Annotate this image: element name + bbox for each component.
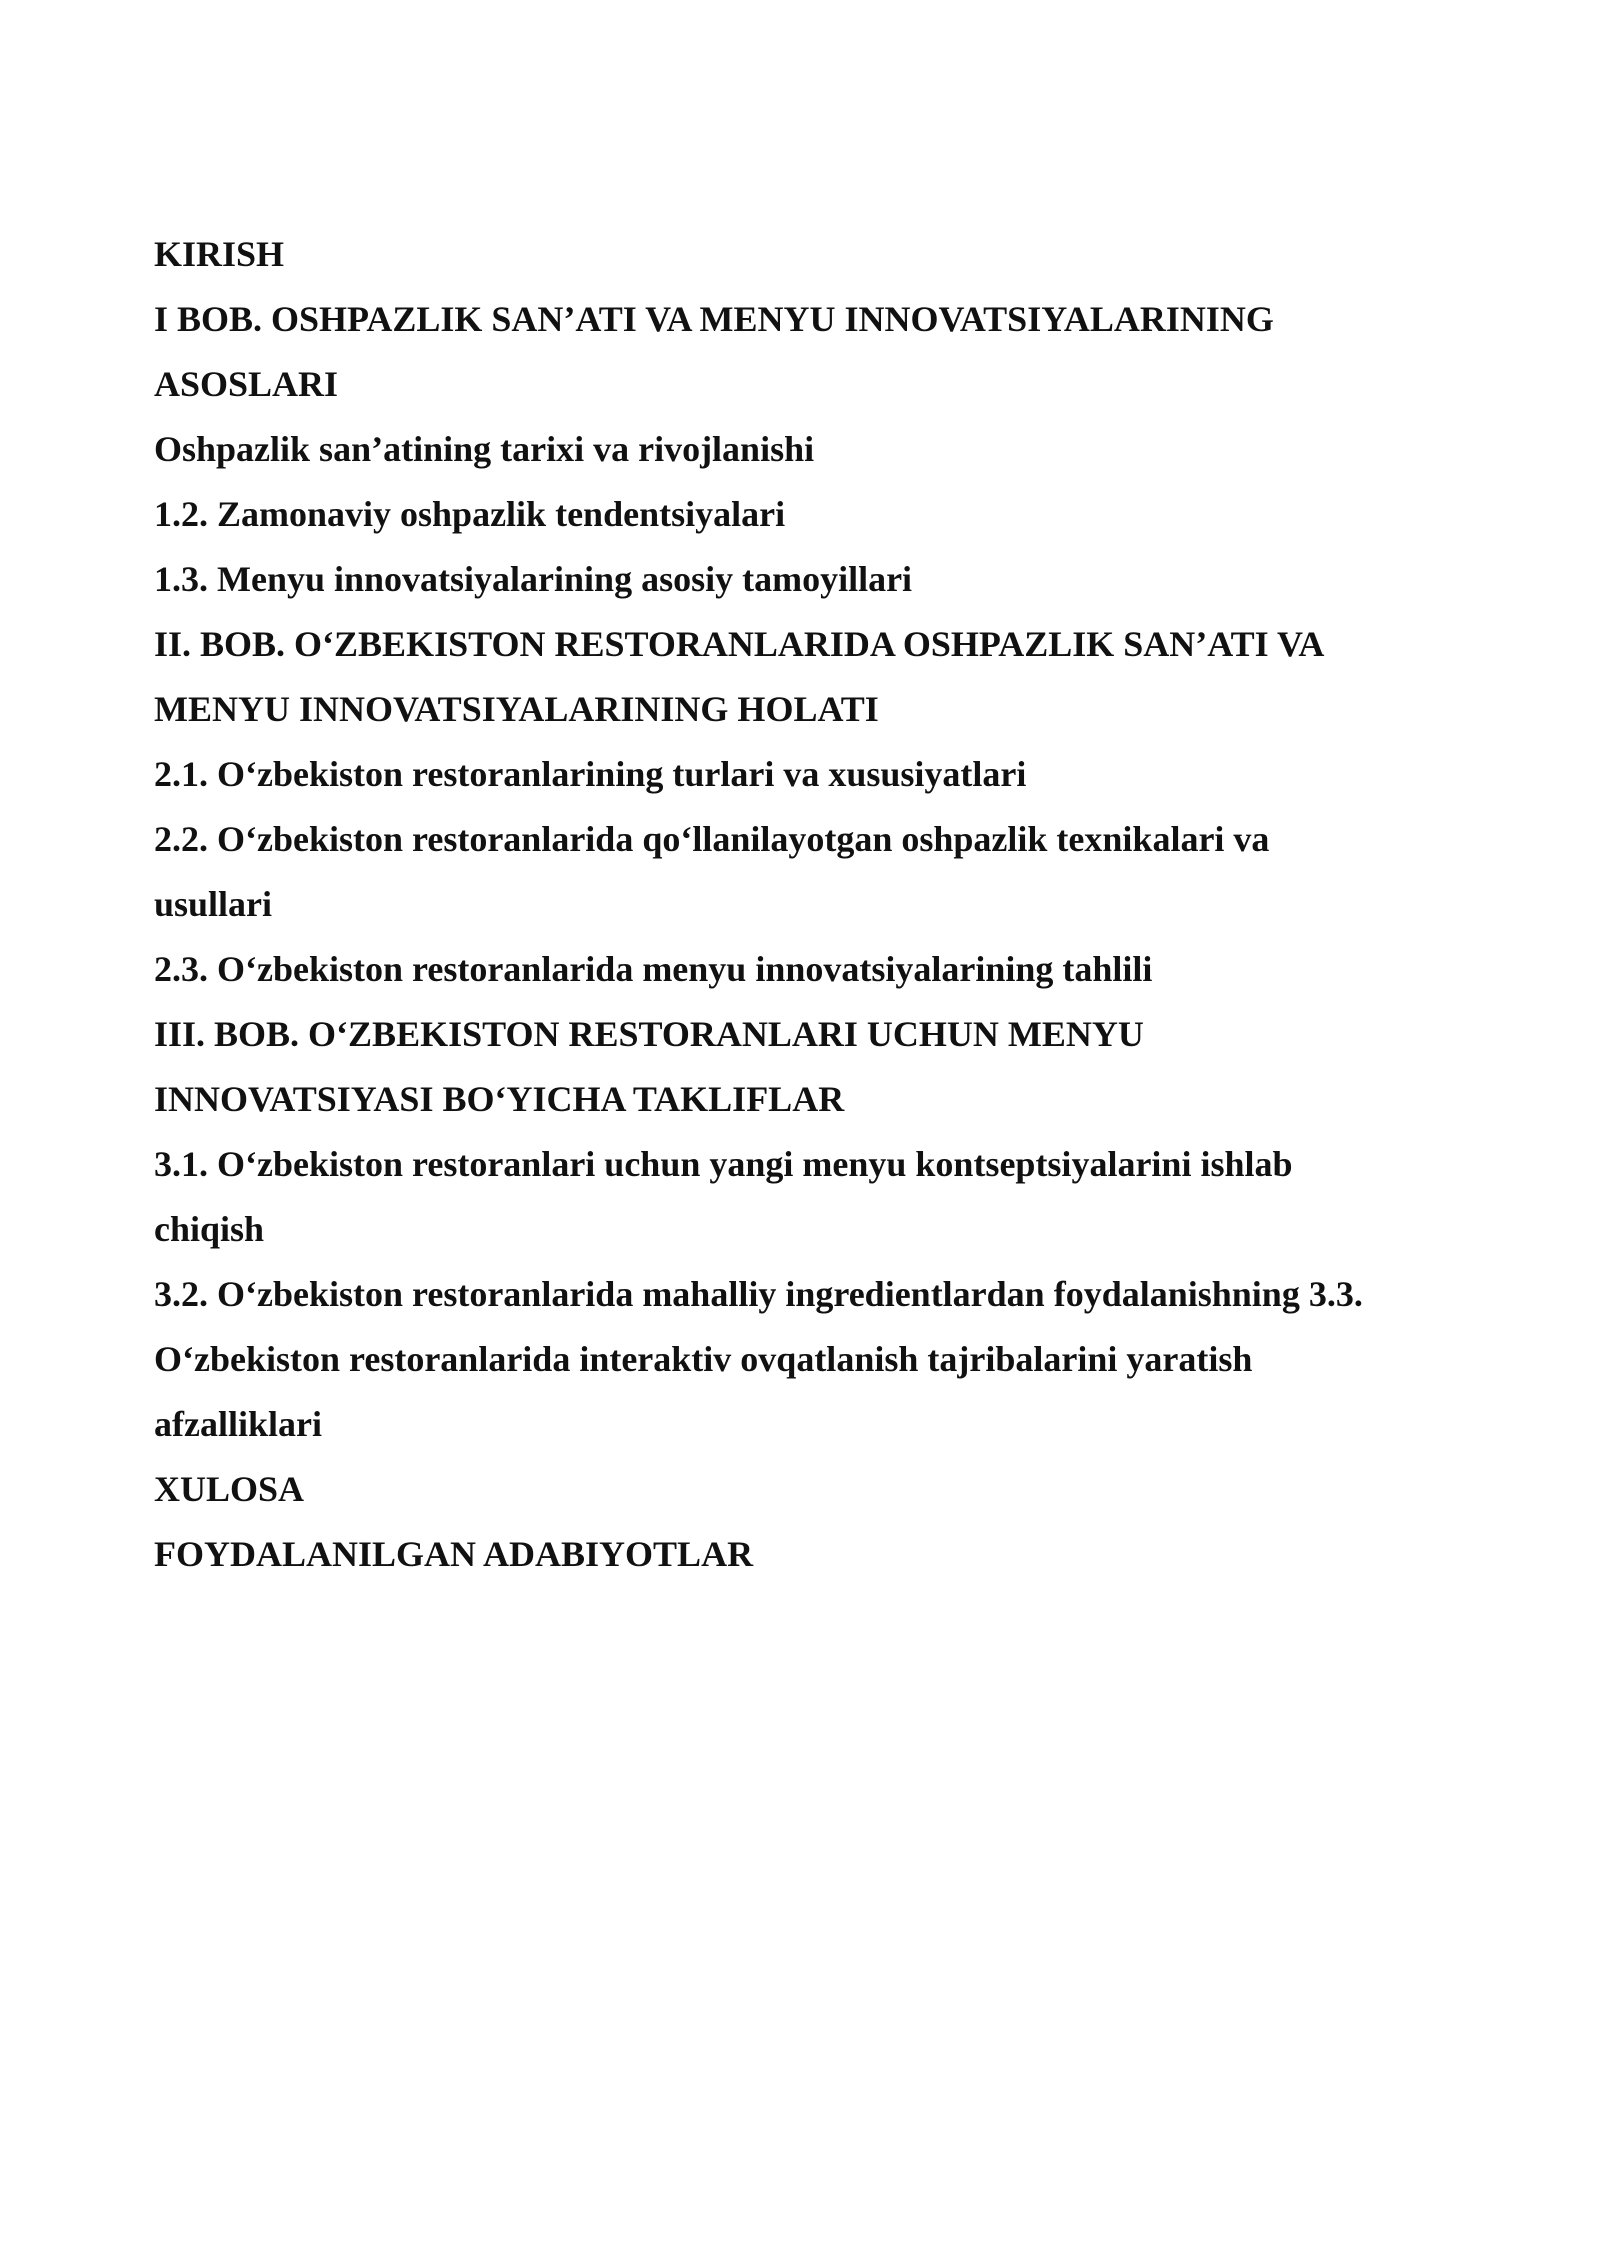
toc-chapter-2-title: II. BOB. O‘ZBEKISTON RESTORANLARIDA OSHPAZLIK SAN’ATI VA: [154, 624, 1325, 664]
toc-chapter-3-title: III. BOB. O‘ZBEKISTON RESTORANLARI UCHUN MENYU: [154, 1014, 1144, 1054]
toc-section-3-3: O‘zbekiston restoranlarida interaktiv ovqatlanish tajribalarini yaratish: [154, 1339, 1253, 1379]
toc-section-1-2: 1.2. Zamonaviy oshpazlik tendentsiyalari: [154, 494, 786, 534]
table-of-contents: [154, 222, 1454, 1587]
toc-chapter-1-title-cont: ASOSLARI: [154, 364, 339, 404]
toc-section-2-2-cont: usullari: [154, 884, 273, 924]
toc-chapter-3-title-cont: INNOVATSIYASI BO‘YICHA TAKLIFLAR: [154, 1079, 845, 1119]
toc-chapter-2-title-cont: MENYU INNOVATSIYALARINING HOLATI: [154, 689, 879, 729]
toc-section-2-2: 2.2. O‘zbekiston restoranlarida qo‘llanilayotgan oshpazlik texnikalari va: [154, 819, 1270, 859]
toc-section-3-1-cont: chiqish: [154, 1209, 265, 1249]
toc-heading-kirish: KIRISH: [154, 234, 285, 274]
toc-section-3-3-cont: afzalliklari: [154, 1404, 322, 1444]
toc-section-1-3: 1.3. Menyu innovatsiyalarining asosiy tamoyillari: [154, 559, 913, 599]
toc-section-1-1: Oshpazlik san’atining tarixi va rivojlanishi: [154, 429, 815, 469]
toc-heading-xulosa: XULOSA: [154, 1469, 305, 1509]
toc-section-2-1: 2.1. O‘zbekiston restoranlarining turlari va xususiyatlari: [154, 754, 1027, 794]
toc-section-3-2: 3.2. O‘zbekiston restoranlarida mahalliy ingredientlardan foydalanishning 3.3.: [154, 1274, 1363, 1314]
toc-heading-bibliography: FOYDALANILGAN ADABIYOTLAR: [154, 1534, 754, 1574]
toc-section-2-3: 2.3. O‘zbekiston restoranlarida menyu innovatsiyalarining tahlili: [154, 949, 1153, 989]
toc-section-3-1: 3.1. O‘zbekiston restoranlari uchun yangi menyu kontseptsiyalarini ishlab: [154, 1144, 1293, 1184]
toc-chapter-1-title: I BOB. OSHPAZLIK SAN’ATI VA MENYU INNOVATSIYALARINING: [154, 299, 1274, 339]
